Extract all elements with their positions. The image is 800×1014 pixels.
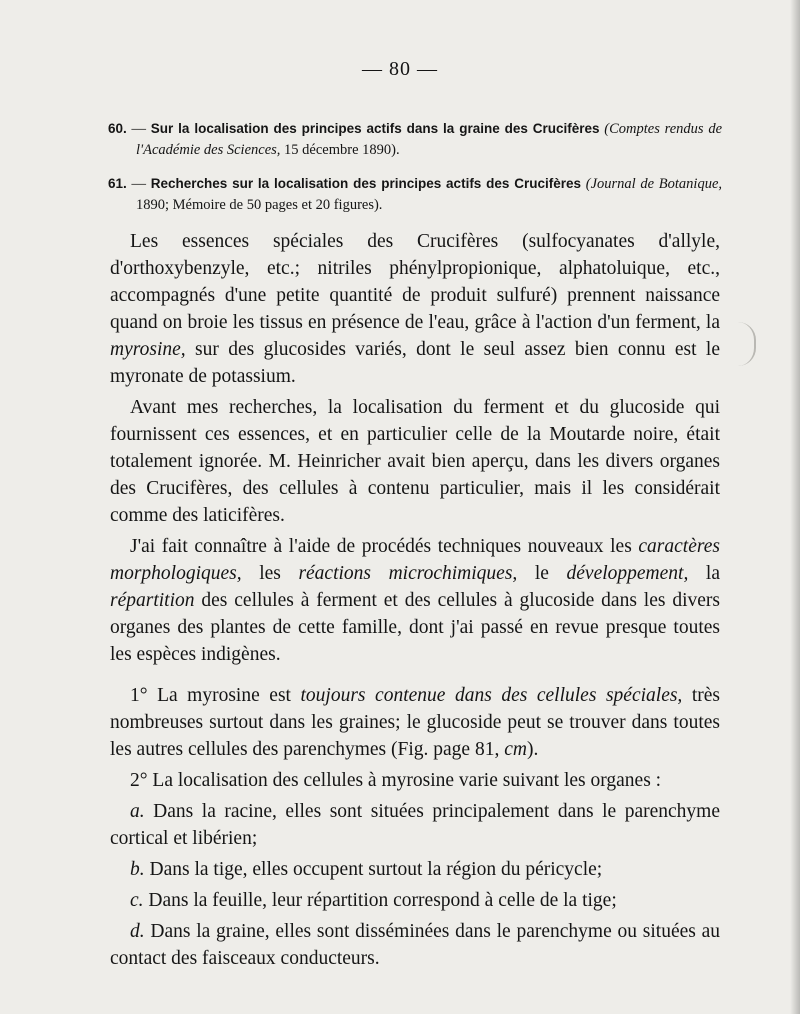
reference-number: 60.: [108, 121, 127, 136]
emphasis: développement,: [566, 563, 689, 584]
item-label: b.: [130, 859, 145, 880]
item-label: c.: [130, 890, 144, 911]
reference-item: [108, 173, 722, 216]
text-run: Dans la feuille, leur répartition correspond à celle de la tige;: [143, 890, 617, 911]
reference-date: 15 décembre 1890).: [280, 142, 400, 158]
paragraph-contribution: [110, 533, 720, 668]
emphasis: réactions microchimiques,: [298, 563, 518, 584]
text-run: les: [241, 563, 299, 584]
text-run: le: [517, 563, 567, 584]
text-run: très nombreuses surtout dans les graines; le glucoside peut se trouver dans toutes les autres cellules des parenchymes (Fig. page 81,: [110, 685, 721, 760]
reference-title: Sur la localisation des principes actifs dans la graine des Crucifères: [150, 121, 600, 136]
text-run: Dans la racine, elles sont situées principalement dans le parenchyme cortical et libérien;: [110, 801, 720, 849]
reference-dash: —: [126, 121, 151, 137]
text-run: Dans la tige, elles occupent surtout la région du péricycle;: [144, 859, 603, 880]
body-text: [110, 228, 720, 976]
paragraph-intro: [110, 228, 720, 390]
paragraph-context: Avant mes recherches, la localisation du ferment et du glucoside qui fournissent ces essences, et en particulier celle de la Moutarde noire, était totalement ignorée. M. Heinricher avait bien aperçu, dans les divers organes des Crucifères, des cellules à contenu particulier, mais il les considérait comme des laticifères.: [110, 397, 720, 526]
text-run: Dans la graine, elles sont disséminées dans le parenchyme ou situées au contact des faisceaux conducteurs.: [110, 921, 720, 969]
finding-1: [110, 682, 720, 763]
text-run: ).: [526, 739, 539, 760]
emphasis: caractères morphologiques,: [110, 536, 720, 584]
finding-2c: [110, 887, 720, 914]
reference-number: 61.: [108, 176, 127, 191]
text-run: J'ai fait connaître à l'aide de procédés techniques nouveaux les: [130, 536, 639, 557]
reference-list: [108, 118, 722, 228]
finding-2d: [110, 918, 720, 972]
reference-title: Recherches sur la localisation des principes actifs des Crucifères: [150, 176, 582, 191]
text-run: des cellules à ferment et des cellules à glucoside dans les divers organes des plantes de cette famille, dont j'ai passé en revue presque toutes les espèces indigènes.: [110, 590, 720, 665]
text-run: Les essences spéciales des Crucifères (sulfocyanates d'allyle, d'orthoxybenzyle, etc.; nitriles phénylpropionique, alphatoluique, etc., accompagnés d'une petite quantité de produit sulfuré) prennent naissance quand on broie les tissus en présence de l'eau, grâce à l'action d'un ferment, la: [110, 231, 720, 333]
margin-mark: [738, 322, 756, 366]
text-run: sur des glucosides variés, dont le seul assez bien connu est le myronate de potassium.: [110, 339, 720, 387]
reference-venue: (Comptes rendus de l'Académie des Sciences,: [136, 121, 723, 158]
reference-date: 1890; Mémoire de 50 pages et 20 figures).: [136, 197, 383, 213]
item-label: d.: [130, 921, 145, 942]
finding-2a: [110, 798, 720, 852]
reference-dash: —: [126, 176, 151, 192]
text-run: la: [688, 563, 720, 584]
finding-2: 2° La localisation des cellules à myrosine varie suivant les organes :: [130, 770, 662, 791]
emphasis: toujours contenue dans des cellules spéciales,: [300, 685, 683, 706]
reference-venue: (Journal de Botanique,: [585, 176, 723, 192]
emphasis: répartition: [110, 590, 195, 611]
reference-item: [108, 118, 722, 161]
item-label: a.: [130, 801, 145, 822]
emphasis: myrosine,: [110, 339, 186, 360]
page-number: — 80 —: [362, 58, 438, 80]
text-run: 1° La myrosine est: [130, 685, 301, 706]
finding-2b: [110, 856, 720, 883]
emphasis: cm: [504, 739, 527, 760]
